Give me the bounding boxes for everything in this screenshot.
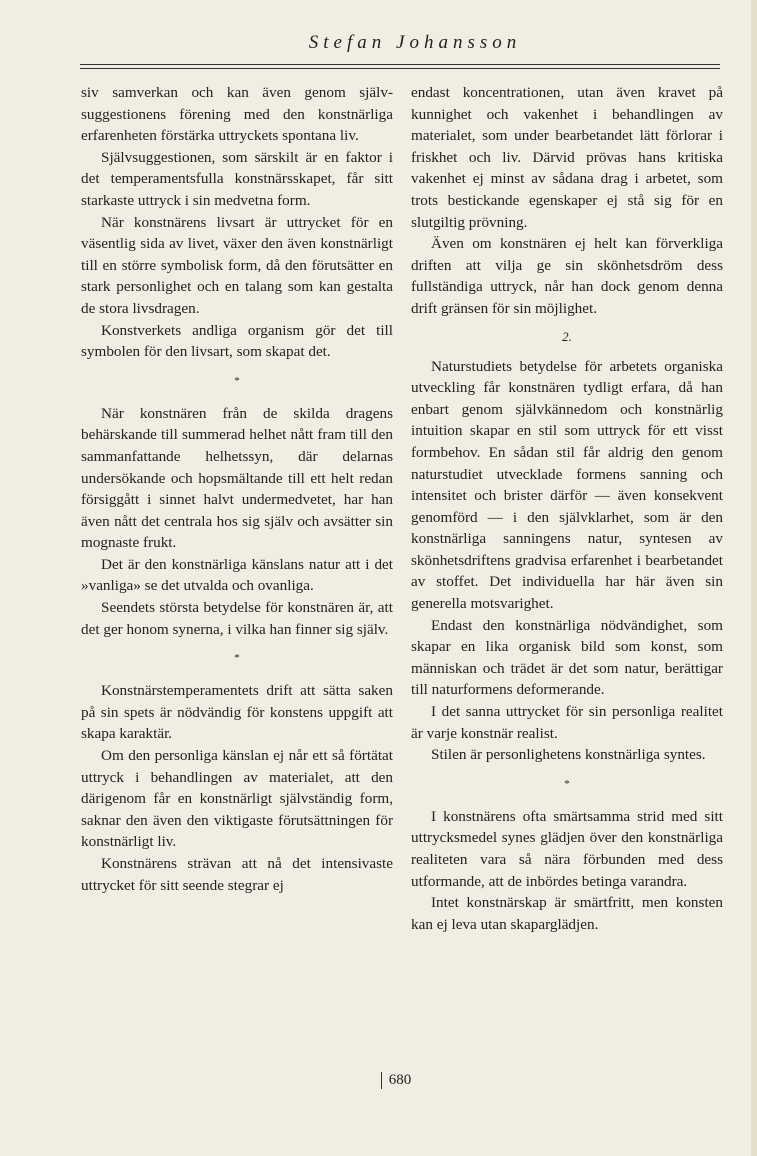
paragraph: Självsuggestionen, som särskilt är en faktor i det temperamentsfulla konstnärsskapet, får sitt starkaste uttryck i sin medvetna form.	[81, 148, 393, 209]
asterism-separator: *	[564, 777, 570, 790]
paragraph: Om den personliga känslan ej når ett så förtätat uttryck i behandlingen av materialet, att den därigenom får en konstnärligt självständig form, saknar den även den viktigaste förutsättningen för konstnärligt liv.	[81, 747, 393, 851]
paragraph: När konstnären från de skilda dragens behärskande till summerad helhet nått fram till den sammanfattande helhetssyn, där delarnas undersökande och hopsmältande till ett helt redan försiggått i sinnet halvt undermedvetet, har han även nått det centrala hos sig själv och avsätter sin mognaste frukt.	[81, 404, 393, 552]
header-rule-bottom	[80, 68, 720, 69]
paragraph: Konstnärens strävan att nå det intensivaste uttrycket för sitt seende stegrar ej	[81, 855, 393, 894]
paragraph: Även om konstnären ej helt kan förverkliga driften att vilja ge sin skönhetsdröm dess fullständiga uttryck, når han dock genom denna drift gränsen för sin möjlighet.	[411, 235, 723, 317]
paragraph: siv samverkan och kan även genom självsuggestionens förening med den konstnärliga erfarenheten förstärka uttryckets spontana liv.	[81, 84, 393, 145]
asterism-separator: *	[234, 652, 240, 665]
running-header-title: Stefan Johansson	[308, 32, 522, 53]
paragraph: Konstverkets andliga organism gör det till symbolen för den livsart, som skapat det.	[81, 321, 393, 361]
right-text-column	[411, 82, 723, 935]
paragraph: I det sanna uttrycket för sin personliga realitet är varje konstnär realist.	[411, 703, 723, 742]
asterism-separator: *	[234, 374, 240, 387]
paragraph: Stilen är personlighetens konstnärliga syntes.	[431, 746, 706, 764]
paragraph: Intet konstnärskap är smärtfritt, men konsten kan ej leva utan skaparglädjen.	[411, 894, 723, 933]
paragraph: Det är den konstnärliga känslans natur att i det »vanliga» se det utvalda och ovanliga.	[81, 555, 393, 595]
paragraph: Seendets största betydelse för konstnären är, att det ger honom synerna, i vilka han finner sig själv.	[81, 599, 393, 638]
section-number: 2.	[562, 328, 572, 344]
left-text-column	[81, 82, 393, 896]
page-number: 680	[388, 1072, 412, 1088]
paragraph: Endast den konstnärliga nödvändighet, som skapar en lika organisk bild som konst, som människan och trädet är det som natur, berättigar till naturformens deformerande.	[411, 616, 723, 699]
paragraph: endast koncentrationen, utan även kravet på kunnighet och vakenhet i behandlingen av materialet, som under bearbetandet lätt förlorar i friskhet och liv. Därvid prövas hans kritiska vakenhet ej minst av sådana drag i arbetet, som trots bestickande egenskaper ej stå sig för en slutgiltig prövning.	[411, 84, 723, 231]
paragraph: Konstnärstemperamentets drift att sätta saken på sin spets är nödvändig för konstens uppgift att skapa karaktär.	[81, 682, 393, 743]
paragraph: När konstnärens livsart är uttrycket för en väsentlig sida av livet, växer den även konstnärligt till en större symbolisk form, då den förutsätter en stark personlighet och en talang som kan gestalta de stora livsdragen.	[81, 213, 393, 317]
paragraph: I konstnärens ofta smärtsamma strid med sitt uttrycksmedel synes glädjen över den konstnärliga realiteten vara så nära förbunden med dess utformande, att de inbördes betinga varandra.	[411, 807, 723, 890]
paragraph: Naturstudiets betydelse för arbetets organiska utveckling får konstnären tydligt erfara, då han enbart genom självkännedom och konstnärlig intuition skapar en stil som uttryck för ett visst formbehov. En sådan stil får aldrig den genom naturstudiet utvecklade formens sanning och intensitet och brister därför — även konsekvent genomförd — i den självklarhet, som är den konstnärliga sanningens natur, syntesen av skönhetsdriftens gradvisa erfarenhet i bearbetandet av stoffet. Det individuella har här även sin generella motsvarighet.	[411, 357, 723, 613]
header-rule-top	[80, 64, 720, 65]
page-edge	[751, 0, 757, 1156]
